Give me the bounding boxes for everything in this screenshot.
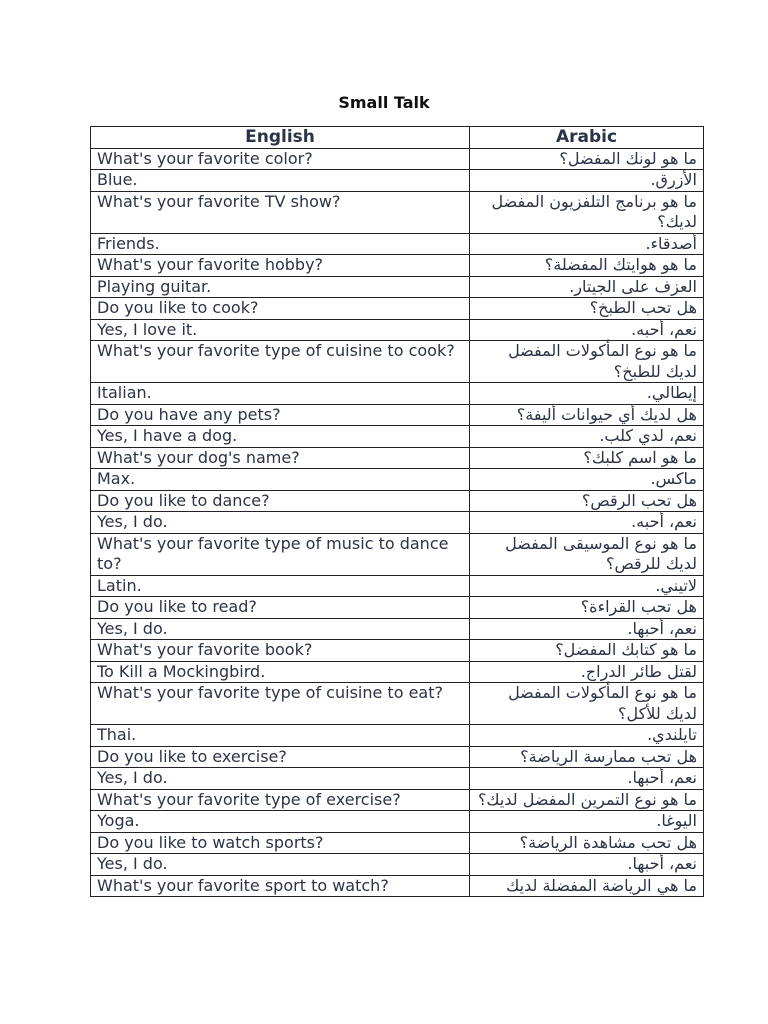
english-phrase: Playing guitar.: [91, 276, 470, 298]
english-phrase: Yoga.: [91, 811, 470, 833]
arabic-phrase: هل تحب ممارسة الرياضة؟: [470, 746, 704, 768]
arabic-phrase: ما هو نوع المأكولات المفضل لديك للأكل؟: [470, 683, 704, 725]
arabic-phrase: ما هو هوايتك المفضلة؟: [470, 255, 704, 277]
table-row: [91, 319, 704, 341]
table-row: [91, 789, 704, 811]
english-phrase: What's your favorite type of cuisine to eat?: [91, 683, 470, 725]
english-phrase: Do you like to watch sports?: [91, 832, 470, 854]
table-row: [91, 832, 704, 854]
english-phrase: Friends.: [91, 233, 470, 255]
table-row: [91, 512, 704, 534]
arabic-phrase: نعم، أحبه.: [470, 319, 704, 341]
arabic-phrase: هل تحب مشاهدة الرياضة؟: [470, 832, 704, 854]
table-row: [91, 469, 704, 491]
table-row: [91, 533, 704, 575]
table-row: [91, 191, 704, 233]
english-phrase: Blue.: [91, 170, 470, 192]
english-phrase: What's your dog's name?: [91, 447, 470, 469]
table-row: [91, 597, 704, 619]
arabic-phrase: إيطالي.: [470, 383, 704, 405]
arabic-phrase: ما هو برنامج التلفزيون المفضل لديك؟: [470, 191, 704, 233]
table-row: [91, 383, 704, 405]
english-phrase: What's your favorite type of exercise?: [91, 789, 470, 811]
table-row: [91, 447, 704, 469]
arabic-phrase: نعم، أحبه.: [470, 512, 704, 534]
table-row: [91, 276, 704, 298]
arabic-phrase: ما هو نوع المأكولات المفضل لديك للطبخ؟: [470, 341, 704, 383]
table-row: [91, 746, 704, 768]
arabic-phrase: ما هي الرياضة المفضلة لديك: [470, 875, 704, 897]
english-phrase: What's your favorite sport to watch?: [91, 875, 470, 897]
table-row: [91, 575, 704, 597]
table-row: [91, 233, 704, 255]
english-phrase: To Kill a Mockingbird.: [91, 661, 470, 683]
arabic-phrase: تايلندي.: [470, 725, 704, 747]
english-phrase: Do you like to read?: [91, 597, 470, 619]
english-phrase: What's your favorite hobby?: [91, 255, 470, 277]
arabic-phrase: هل لديك أي حيوانات أليفة؟: [470, 404, 704, 426]
english-phrase: Latin.: [91, 575, 470, 597]
vocabulary-table: [90, 126, 704, 897]
english-phrase: Max.: [91, 469, 470, 491]
english-phrase: What's your favorite TV show?: [91, 191, 470, 233]
english-phrase: Yes, I have a dog.: [91, 426, 470, 448]
english-phrase: Do you like to exercise?: [91, 746, 470, 768]
english-phrase: Do you have any pets?: [91, 404, 470, 426]
english-phrase: What's your favorite color?: [91, 148, 470, 170]
arabic-phrase: هل تحب الطبخ؟: [470, 298, 704, 320]
arabic-phrase: ما هو اسم كلبك؟: [470, 447, 704, 469]
arabic-phrase: ما هو لونك المفضل؟: [470, 148, 704, 170]
arabic-phrase: لاتيني.: [470, 575, 704, 597]
english-phrase: Yes, I love it.: [91, 319, 470, 341]
english-phrase: Do you like to cook?: [91, 298, 470, 320]
english-phrase: Thai.: [91, 725, 470, 747]
table-row: [91, 683, 704, 725]
arabic-phrase: أصدقاء.: [470, 233, 704, 255]
english-phrase: What's your favorite type of music to dance to?: [91, 533, 470, 575]
english-phrase: What's your favorite type of cuisine to cook?: [91, 341, 470, 383]
english-phrase: What's your favorite book?: [91, 640, 470, 662]
table-row: [91, 490, 704, 512]
table-row: [91, 875, 704, 897]
table-row: [91, 298, 704, 320]
arabic-phrase: الأزرق.: [470, 170, 704, 192]
arabic-phrase: نعم، أحبها.: [470, 854, 704, 876]
table-row: [91, 426, 704, 448]
english-phrase: Yes, I do.: [91, 618, 470, 640]
table-row: [91, 661, 704, 683]
english-phrase: Yes, I do.: [91, 512, 470, 534]
english-phrase: Yes, I do.: [91, 768, 470, 790]
table-row: [91, 404, 704, 426]
arabic-phrase: نعم، أحبها.: [470, 618, 704, 640]
table-row: [91, 854, 704, 876]
arabic-phrase: لقتل طائر الدراج.: [470, 661, 704, 683]
table-row: [91, 811, 704, 833]
arabic-phrase: ما هو كتابك المفضل؟: [470, 640, 704, 662]
arabic-phrase: العزف على الجيتار.: [470, 276, 704, 298]
table-row: [91, 255, 704, 277]
arabic-phrase: اليوغا.: [470, 811, 704, 833]
column-header-english: English: [91, 127, 470, 149]
table-header-row: [91, 127, 704, 149]
arabic-phrase: ما هو نوع التمرين المفضل لديك؟: [470, 789, 704, 811]
column-header-arabic: Arabic: [470, 127, 704, 149]
arabic-phrase: هل تحب القراءة؟: [470, 597, 704, 619]
table-row: [91, 148, 704, 170]
table-row: [91, 725, 704, 747]
table-row: [91, 640, 704, 662]
arabic-phrase: ما هو نوع الموسيقى المفضل لديك للرقص؟: [470, 533, 704, 575]
arabic-phrase: هل تحب الرقص؟: [470, 490, 704, 512]
english-phrase: Italian.: [91, 383, 470, 405]
table-row: [91, 618, 704, 640]
english-phrase: Do you like to dance?: [91, 490, 470, 512]
english-phrase: Yes, I do.: [91, 854, 470, 876]
arabic-phrase: نعم، أحبها.: [470, 768, 704, 790]
table-row: [91, 341, 704, 383]
table-row: [91, 170, 704, 192]
arabic-phrase: ماكس.: [470, 469, 704, 491]
page-title: Small Talk: [338, 93, 430, 112]
table-row: [91, 768, 704, 790]
arabic-phrase: نعم، لدي كلب.: [470, 426, 704, 448]
